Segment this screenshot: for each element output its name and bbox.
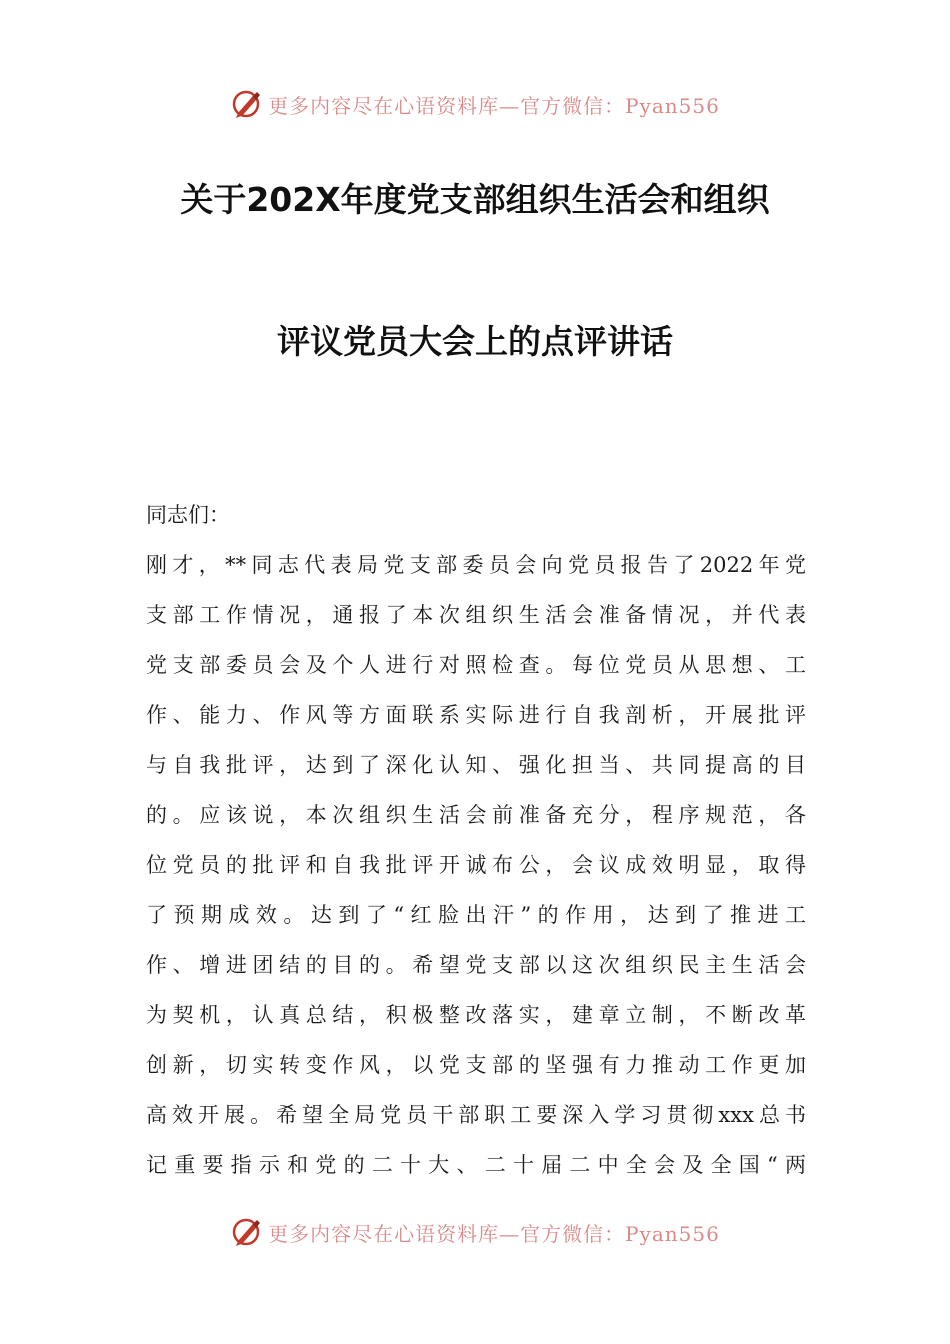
document-body — [146, 490, 806, 1190]
pen-logo-icon — [230, 87, 264, 121]
body-line: 与自我批评，达到了深化认知、强化担当、共同提高的目 — [146, 753, 806, 777]
watermark-footer — [0, 1212, 950, 1252]
document-title-line-1: 关于202X年度党支部组织生活会和组织 — [180, 180, 770, 219]
body-line: 作、增进团结的目的。希望党支部以这次组织民主生活会 — [146, 953, 806, 977]
body-line: 了预期成效。达到了“红脸出汗”的作用，达到了推进工 — [146, 903, 806, 927]
body-line: 创新，切实转变作风，以党支部的坚强有力推动工作更加 — [146, 1053, 806, 1077]
document-title-line-2: 评议党员大会上的点评讲话 — [277, 322, 673, 361]
body-line: 高效开展。希望全局党员干部职工要深入学习贯彻xxx总书 — [146, 1103, 806, 1127]
body-line: 支部工作情况，通报了本次组织生活会准备情况，并代表 — [146, 603, 806, 627]
pen-logo-icon — [230, 1215, 264, 1249]
watermark-header — [0, 84, 950, 124]
watermark-text: 更多内容尽在心语资料库—官方微信：Pyan556 — [268, 1221, 720, 1246]
body-line: 党支部委员会及个人进行对照检查。每位党员从思想、工 — [146, 653, 806, 677]
body-line: 为契机，认真总结，积极整改落实，建章立制，不断改革 — [146, 1003, 806, 1027]
body-line: 位党员的批评和自我批评开诚布公，会议成效明显，取得 — [146, 853, 806, 877]
body-line: 刚才，**同志代表局党支部委员会向党员报告了2022年党 — [146, 553, 806, 577]
watermark-text: 更多内容尽在心语资料库—官方微信：Pyan556 — [268, 93, 720, 118]
body-line: 的。应该说，本次组织生活会前准备充分，程序规范，各 — [146, 803, 806, 827]
salutation: 同志们： — [146, 503, 230, 527]
body-line: 作、能力、作风等方面联系实际进行自我剖析，开展批评 — [146, 703, 806, 727]
body-line: 记重要指示和党的二十大、二十届二中全会及全国“两 — [146, 1153, 806, 1177]
